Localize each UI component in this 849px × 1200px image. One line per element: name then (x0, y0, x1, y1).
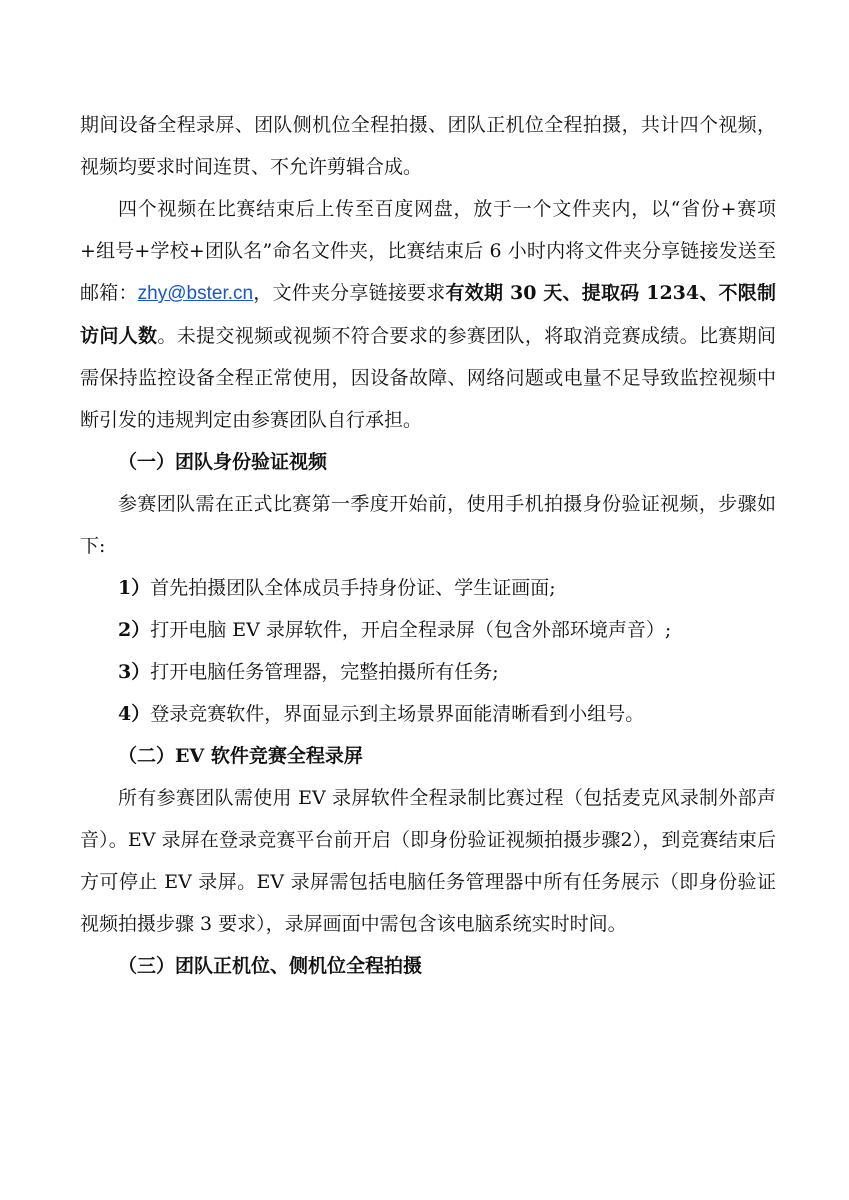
step-text: 打开电脑任务管理器，完整拍摄所有任务; (150, 661, 499, 683)
list-item-step-3 (80, 651, 776, 693)
upload-tail-text: 。未提交视频或视频不符合要求的参赛团队，将取消竞赛成绩。比赛期间需保持监控设备全程正常使用，因设备故障、网络问题或电量不足导致监控视频中断引发的违规判定由参赛团队自行承担。 (80, 325, 776, 431)
email-link[interactable]: zhy@bster.cn (137, 283, 254, 304)
step-number: 1） (118, 577, 151, 599)
upload-mid-text: ，文件夹分享链接要求 (253, 282, 446, 304)
section-heading-camera-recording: （三）团队正机位、侧机位全程拍摄 (118, 955, 423, 977)
list-item-step-4 (80, 693, 776, 735)
list-item-step-1 (80, 567, 776, 609)
paragraph-text: 期间设备全程录屏、团队侧机位全程拍摄、团队正机位全程拍摄，共计四个视频，视频均要求时间连贯、不允许剪辑合成。 (80, 114, 776, 178)
paragraph-recording-requirements (80, 104, 776, 188)
paragraph-upload-instructions (80, 188, 776, 441)
step-text: 首先拍摄团队全体成员手持身份证、学生证画面; (150, 577, 556, 599)
step-number: 2） (118, 619, 151, 641)
paragraph-identity-intro: 参赛团队需在正式比赛第一季度开始前，使用手机拍摄身份验证视频，步骤如下: (80, 493, 776, 557)
step-text: 打开电脑 EV 录屏软件，开启全程录屏（包含外部环境声音）; (150, 619, 672, 641)
paragraph-ev-recording: 所有参赛团队需使用 EV 录屏软件全程录制比赛过程（包括麦克风录制外部声音）。EV 录屏在登录竞赛平台前开启（即身份验证视频拍摄步骤2），到竞赛结束后方可停止 EV 录屏。EV 录屏需包括电脑任务管理器中所有任务展示（即身份验证视频拍摄步骤 3 要求），录屏画面中需包含该电脑系统实时时间。 (80, 787, 776, 935)
list-item-step-2 (80, 609, 776, 651)
step-number: 4） (118, 703, 151, 725)
section-heading-ev-recording: （二）EV 软件竞赛全程录屏 (118, 745, 363, 767)
step-text: 登录竞赛软件，界面显示到主场景界面能清晰看到小组号。 (150, 703, 645, 725)
section-heading-identity-video: （一）团队身份验证视频 (118, 451, 328, 473)
share-link-requirements: 有效期 30 天、提取码 1234、不限制访问人数 (80, 282, 776, 347)
document-page (80, 104, 776, 987)
upload-lead-text: 四个视频在比赛结束后上传至百度网盘，放于一个文件夹内，以“省份+赛项+组号+学校+团队名”命名文件夹，比赛结束后 6 小时内将文件夹分享链接发送至邮箱： (80, 198, 776, 304)
step-number: 3） (118, 661, 151, 683)
